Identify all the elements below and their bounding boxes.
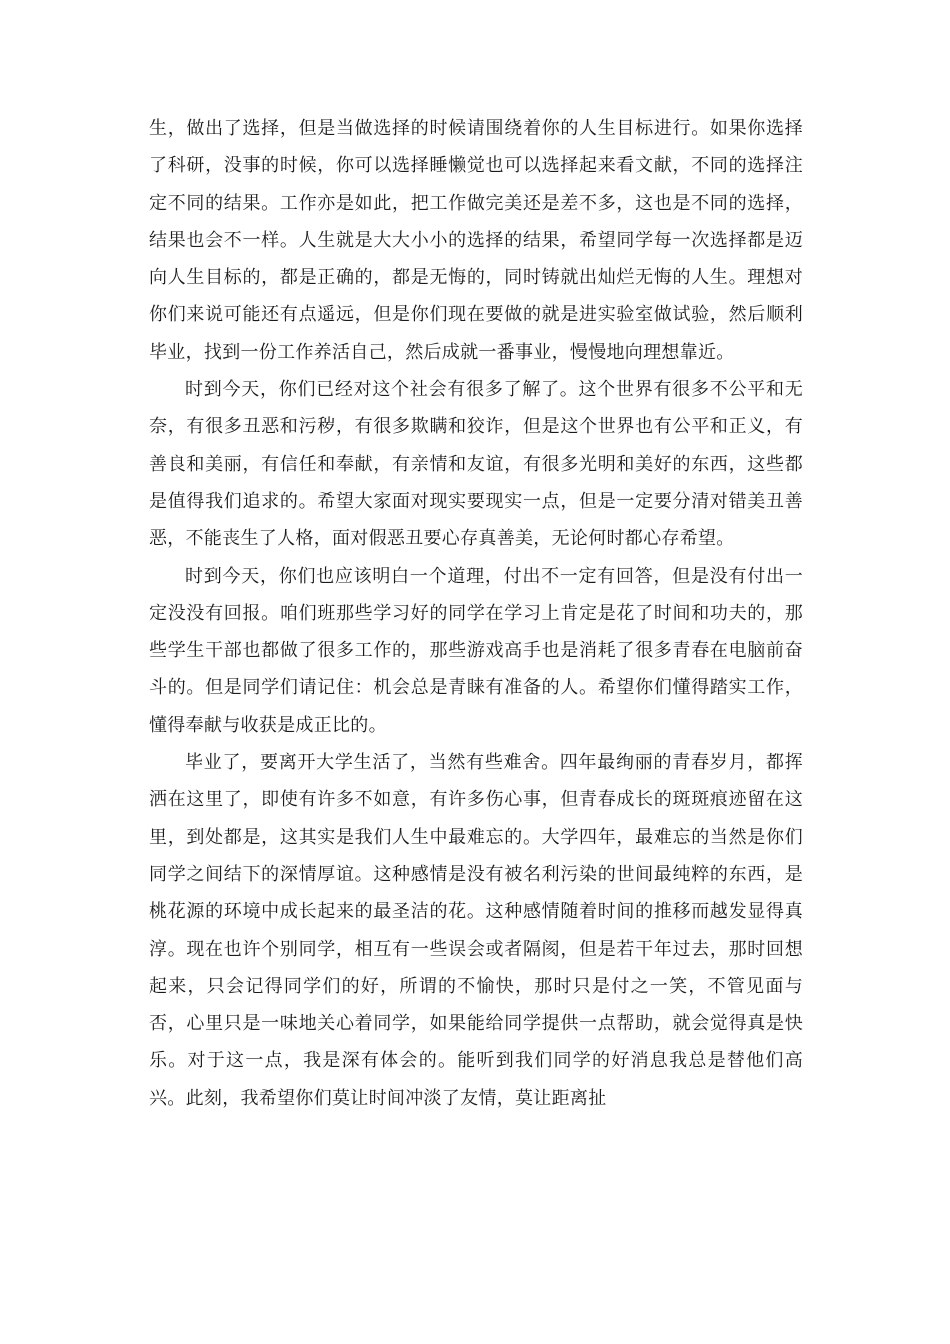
paragraph-3: 时到今天，你们也应该明白一个道理，付出不一定有回答，但是没有付出一定没没有回报。咱们班那些学习好的同学在学习上肯定是花了时间和功夫的，那些学生干部也都做了很多工作的，那些游戏高手也是消耗了很多青春在电脑前奋斗的。但是同学们请记住：机会总是青睐有准备的人。希望你们懂得踏实工作，懂得奉献与收获是成正比的。 bbox=[149, 565, 803, 736]
paragraph-2: 时到今天，你们已经对这个社会有很多了解了。这个世界有很多不公平和无奈，有很多丑恶和污秽，有很多欺瞒和狡诈，但是这个世界也有公平和正义，有善良和美丽，有信任和奉献，有亲情和友谊，有很多光明和美好的东西，这些都是值得我们追求的。希望大家面对现实要现实一点，但是一定要分清对错美丑善恶，不能丧生了人格，面对假恶丑要心存真善美，无论何时都心存希望。 bbox=[149, 379, 803, 550]
paragraph-4: 毕业了，要离开大学生活了，当然有些难舍。四年最绚丽的青春岁月，都挥洒在这里了，即使有许多不如意，有许多伤心事，但青春成长的斑斑痕迹留在这里，到处都是，这其实是我们人生中最难忘的。大学四年，最难忘的当然是你们同学之间结下的深情厚谊。这种感情是没有被名利污染的世间最纯粹的东西，是桃花源的环境中成长起来的最圣洁的花。这种感情随着时间的推移而越发显得真淳。现在也许个别同学，相互有一些误会或者隔阂，但是若干年过去，那时回想起来，只会记得同学们的好，所谓的不愉快，那时只是付之一笑，不管见面与否，心里只是一味地关心着同学，如果能给同学提供一点帮助，就会觉得真是快乐。对于这一点，我是深有体会的。能听到我们同学的好消息我总是替他们高兴。此刻，我希望你们莫让时间冲淡了友情，莫让距离扯 bbox=[149, 752, 803, 1109]
paragraph-1: 生，做出了选择，但是当做选择的时候请围绕着你的人生目标进行。如果你选择了科研，没事的时候，你可以选择睡懒觉也可以选择起来看文献，不同的选择注定不同的结果。工作亦是如此，把工作做完美还是差不多，这也是不同的选择，结果也会不一样。人生就是大大小小的选择的结果，希望同学每一次选择都是迈向人生目标的，都是正确的，都是无悔的，同时铸就出灿烂无悔的人生。理想对你们来说可能还有点遥远，但是你们现在要做的就是进实验室做试验，然后顺利毕业，找到一份工作养活自己，然后成就一番事业，慢慢地向理想靠近。 bbox=[149, 118, 803, 363]
document-body bbox=[149, 110, 803, 1117]
